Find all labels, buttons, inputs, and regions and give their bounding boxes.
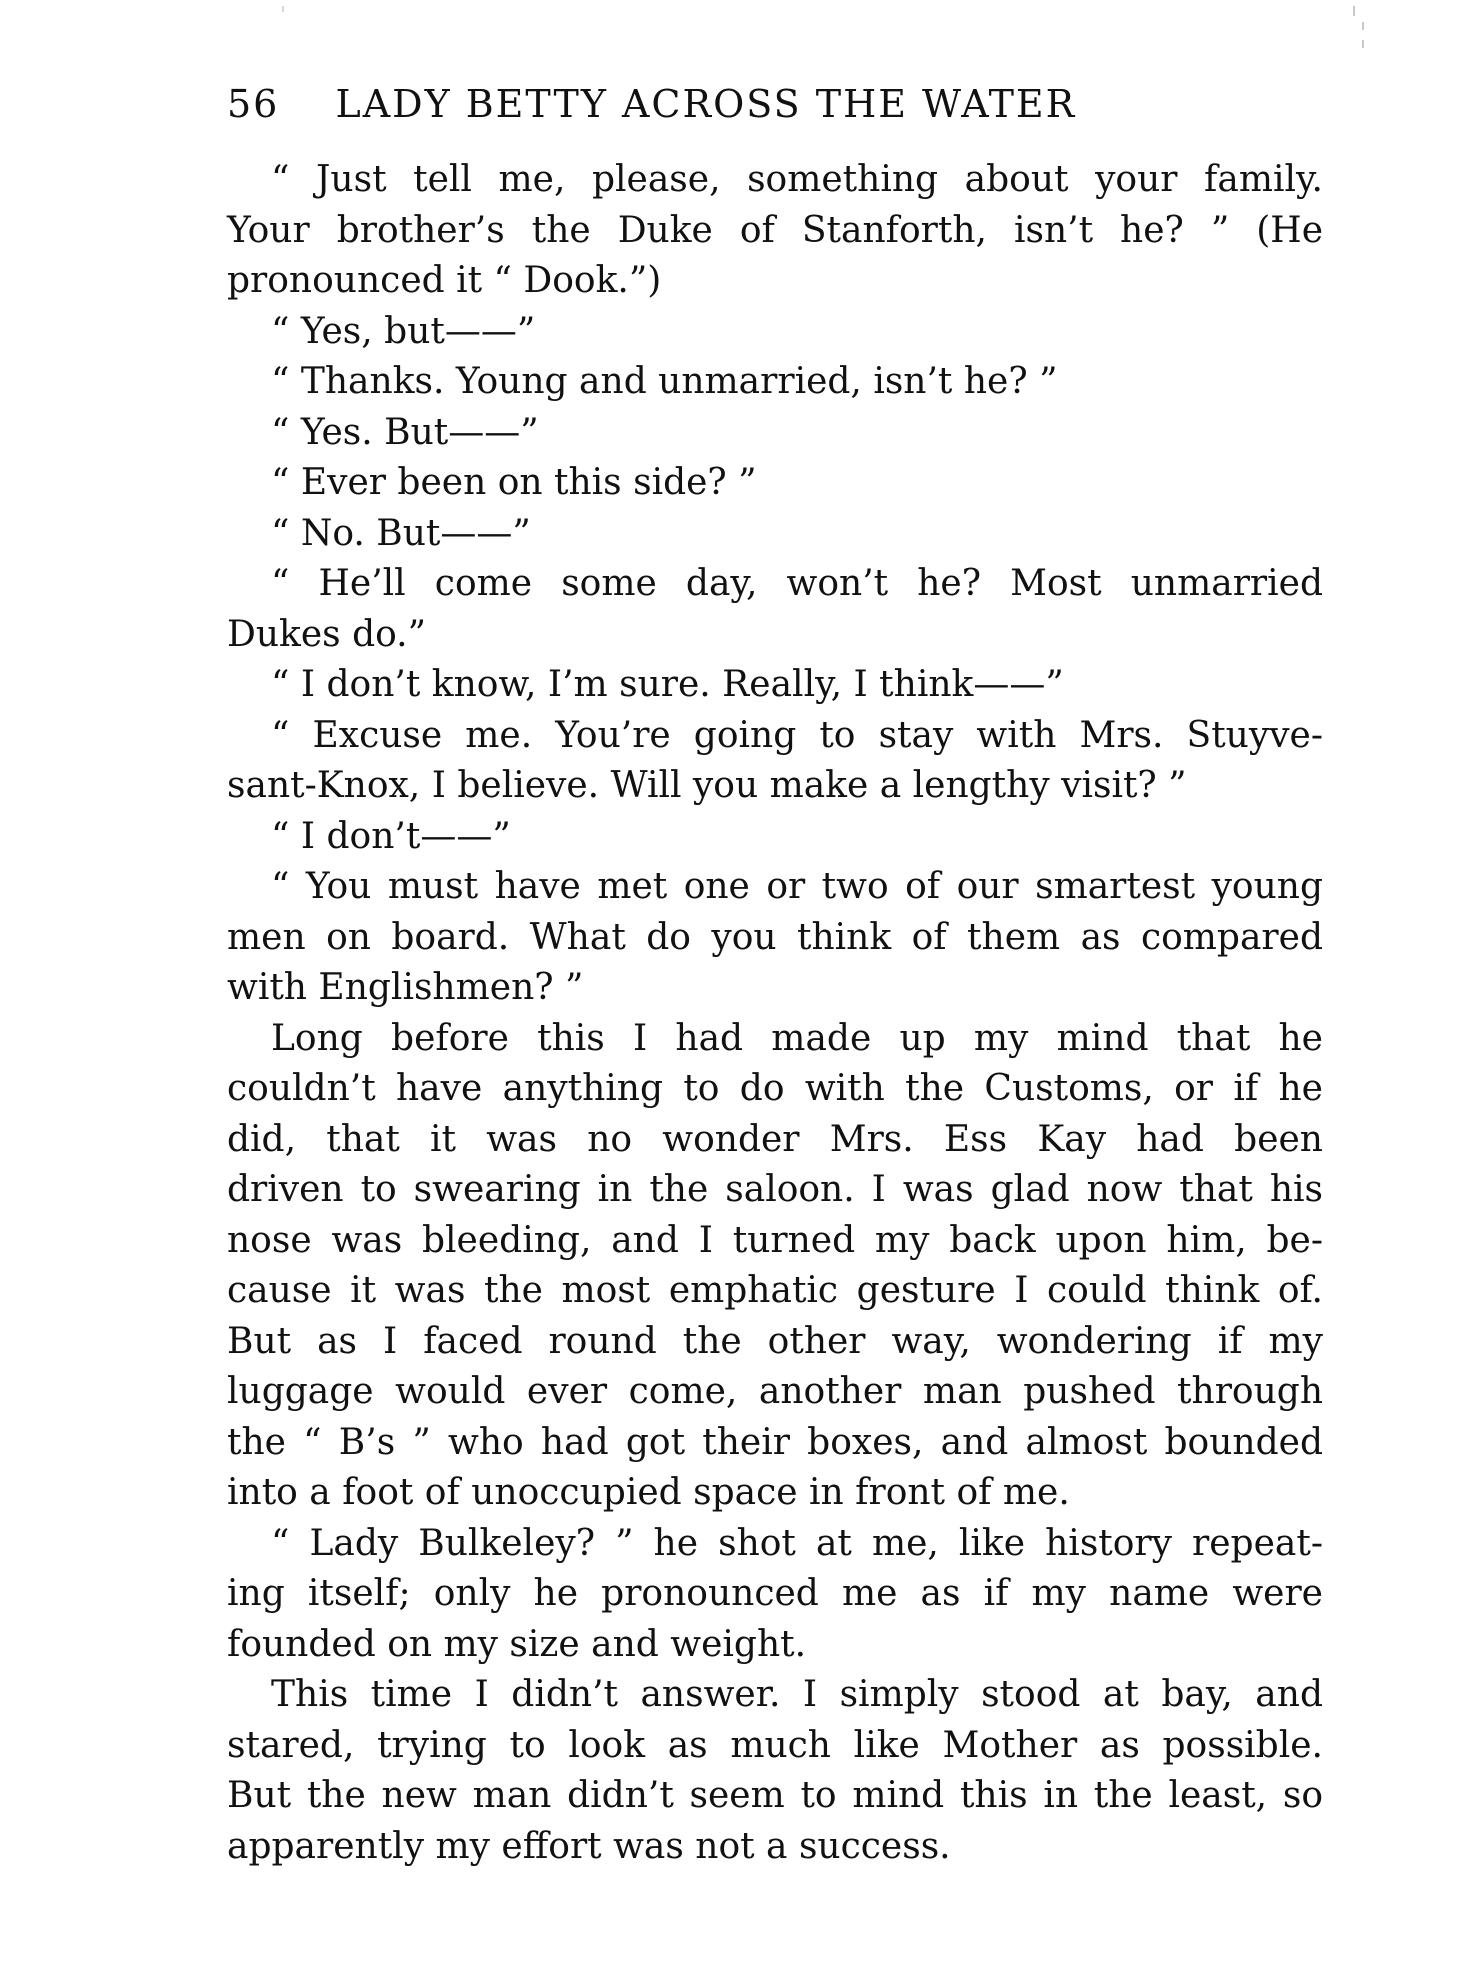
text-line: “ I don’t know, I’m sure. Really, I think——” [271,664,1064,705]
scan-mark [1362,40,1364,48]
text-line: ing itself; only he pronounced me as if my name were [227,1573,1323,1614]
text-line: Dukes do.” [227,613,427,655]
page-header [227,82,1323,138]
text-line: “ You must have met one or two of our smartest young [271,866,1323,907]
text-line: pronounced it “ Dook.”) [227,260,662,301]
scan-mark [1362,22,1364,30]
page-number: 56 [227,82,280,126]
text-line: couldn’t have anything to do with the Customs, or if he [227,1068,1323,1109]
body-text [227,155,1323,1872]
text-line: “ Yes. But——” [271,411,539,453]
text-line: Long before this I had made up my mind that he [271,1017,1323,1059]
text-line: “ He’ll come some day, won’t he? Most unmarried [271,563,1323,604]
text-line: cause it was the most emphatic gesture I could think of. [227,1270,1323,1311]
running-title: LADY BETTY ACROSS THE WATER [335,82,1077,126]
text-line: “ Excuse me. You’re going to stay with Mrs. Stuyve- [271,714,1323,756]
text-line: men on board. What do you think of them as compared [227,916,1323,958]
text-line: did, that it was no wonder Mrs. Ess Kay had been [227,1118,1323,1160]
text-line: stared, trying to look as much like Mother as possible. [227,1724,1323,1766]
text-line: “ I don’t——” [271,815,511,857]
text-line: “ Ever been on this side? ” [271,462,757,503]
scan-mark [282,6,284,12]
scan-mark [1353,6,1355,16]
text-line: “ No. But——” [271,512,531,554]
text-line: with Englishmen? ” [227,967,584,1008]
text-line: “ Just tell me, please, something about your family. [271,159,1323,200]
text-line: “ Yes, but——” [271,310,536,352]
text-line: “ Lady Bulkeley? ” he shot at me, like history repeat- [271,1522,1323,1564]
text-line: into a foot of unoccupied space in front of me. [227,1472,1070,1513]
text-line: But as I faced round the other way, wondering if my [227,1320,1323,1362]
text-line: sant-Knox, I believe. Will you make a lengthy visit? ” [227,765,1187,806]
text-line: driven to swearing in the saloon. I was glad now that his [227,1169,1323,1210]
text-line: This time I didn’t answer. I simply stood at bay, and [271,1674,1323,1715]
text-line: apparently my effort was not a success. [227,1825,951,1867]
text-line: the “ B’s ” who had got their boxes, and almost bounded [227,1421,1323,1463]
text-line: “ Thanks. Young and unmarried, isn’t he? ” [271,361,1058,402]
text-line: Your brother’s the Duke of Stanforth, isn’t he? ” (He [227,209,1323,251]
text-line: nose was bleeding, and I turned my back upon him, be- [227,1219,1323,1261]
text-line: founded on my size and weight. [227,1623,807,1665]
text-line: luggage would ever come, another man pushed through [227,1371,1323,1412]
text-line: But the new man didn’t seem to mind this in the least, so [227,1775,1323,1816]
